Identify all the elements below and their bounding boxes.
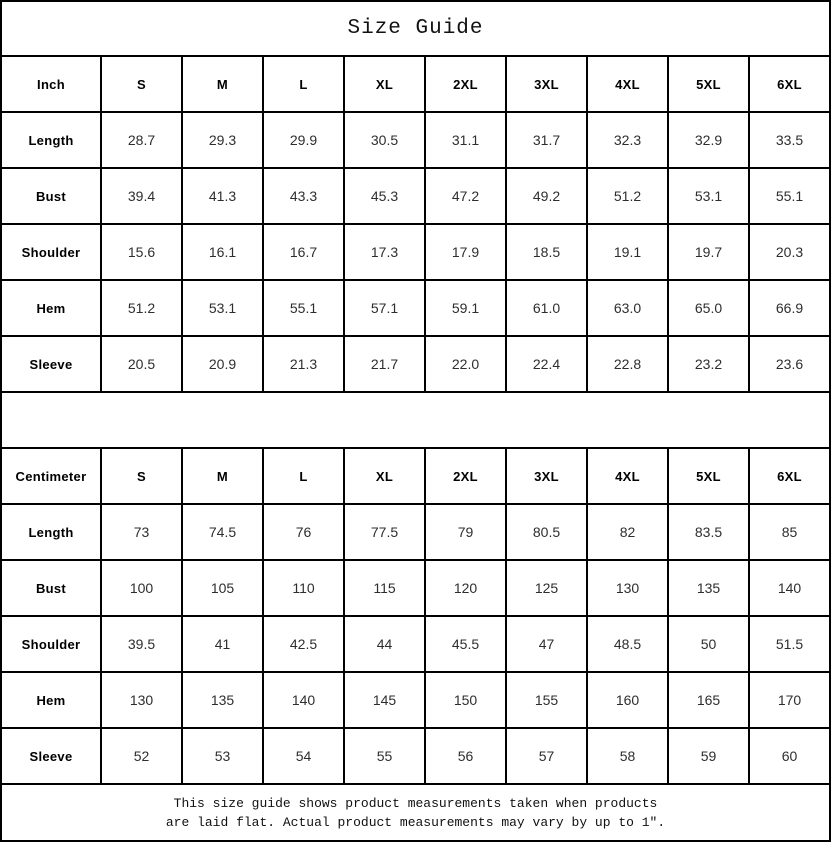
size-header-cell: M <box>182 448 263 504</box>
size-header-cell: S <box>101 56 182 112</box>
measurement-value-cell: 51.5 <box>749 616 830 672</box>
measurement-value-cell: 125 <box>506 560 587 616</box>
measurement-value-cell: 85 <box>749 504 830 560</box>
measurement-value-cell: 45.3 <box>344 168 425 224</box>
measurement-value-cell: 15.6 <box>101 224 182 280</box>
measurement-value-cell: 110 <box>263 560 344 616</box>
measurement-value-cell: 31.7 <box>506 112 587 168</box>
measurement-value-cell: 135 <box>668 560 749 616</box>
size-header-cell: L <box>263 448 344 504</box>
measurement-value-cell: 55 <box>344 728 425 784</box>
measurement-value-cell: 18.5 <box>506 224 587 280</box>
measurement-label-cell: Bust <box>1 560 101 616</box>
measurement-value-cell: 47.2 <box>425 168 506 224</box>
measurement-value-cell: 21.7 <box>344 336 425 392</box>
unit-header-cell: Centimeter <box>1 448 101 504</box>
measurement-value-cell: 45.5 <box>425 616 506 672</box>
measurement-value-cell: 39.5 <box>101 616 182 672</box>
measurement-value-cell: 170 <box>749 672 830 728</box>
measurement-value-cell: 100 <box>101 560 182 616</box>
measurement-value-cell: 41.3 <box>182 168 263 224</box>
measurement-value-cell: 83.5 <box>668 504 749 560</box>
centimeter-size-table <box>0 447 831 785</box>
size-header-cell: 2XL <box>425 448 506 504</box>
measurement-value-cell: 22.0 <box>425 336 506 392</box>
size-header-cell: 6XL <box>749 448 830 504</box>
size-header-cell: 5XL <box>668 56 749 112</box>
measurement-value-cell: 28.7 <box>101 112 182 168</box>
measurement-value-cell: 20.3 <box>749 224 830 280</box>
measurement-value-cell: 29.9 <box>263 112 344 168</box>
measurement-value-cell: 56 <box>425 728 506 784</box>
measurement-row <box>1 224 830 280</box>
measurement-value-cell: 19.1 <box>587 224 668 280</box>
measurement-label-cell: Shoulder <box>1 224 101 280</box>
measurement-value-cell: 16.1 <box>182 224 263 280</box>
size-header-cell: 4XL <box>587 448 668 504</box>
size-header-cell: 6XL <box>749 56 830 112</box>
measurement-value-cell: 16.7 <box>263 224 344 280</box>
measurement-label-cell: Bust <box>1 168 101 224</box>
measurement-value-cell: 49.2 <box>506 168 587 224</box>
measurement-value-cell: 53.1 <box>668 168 749 224</box>
measurement-value-cell: 21.3 <box>263 336 344 392</box>
measurement-value-cell: 140 <box>263 672 344 728</box>
measurement-value-cell: 130 <box>587 560 668 616</box>
measurement-label-cell: Sleeve <box>1 728 101 784</box>
measurement-value-cell: 59 <box>668 728 749 784</box>
measurement-value-cell: 73 <box>101 504 182 560</box>
size-header-cell: 5XL <box>668 448 749 504</box>
measurement-value-cell: 60 <box>749 728 830 784</box>
measurement-row <box>1 672 830 728</box>
size-header-cell: 2XL <box>425 56 506 112</box>
measurement-value-cell: 76 <box>263 504 344 560</box>
size-header-cell: 4XL <box>587 56 668 112</box>
measurement-label-cell: Hem <box>1 280 101 336</box>
measurement-value-cell: 130 <box>101 672 182 728</box>
measurement-value-cell: 61.0 <box>506 280 587 336</box>
measurement-value-cell: 29.3 <box>182 112 263 168</box>
measurement-value-cell: 23.6 <box>749 336 830 392</box>
measurement-value-cell: 50 <box>668 616 749 672</box>
measurement-value-cell: 160 <box>587 672 668 728</box>
measurement-value-cell: 39.4 <box>101 168 182 224</box>
measurement-label-cell: Hem <box>1 672 101 728</box>
measurement-value-cell: 66.9 <box>749 280 830 336</box>
measurement-value-cell: 63.0 <box>587 280 668 336</box>
measurement-value-cell: 55.1 <box>263 280 344 336</box>
measurement-row <box>1 168 830 224</box>
measurement-value-cell: 30.5 <box>344 112 425 168</box>
footnote <box>0 783 831 842</box>
measurement-value-cell: 53.1 <box>182 280 263 336</box>
size-header-row <box>1 56 830 112</box>
measurement-row <box>1 280 830 336</box>
measurement-label-cell: Shoulder <box>1 616 101 672</box>
measurement-value-cell: 47 <box>506 616 587 672</box>
measurement-value-cell: 57.1 <box>344 280 425 336</box>
measurement-value-cell: 58 <box>587 728 668 784</box>
measurement-value-cell: 65.0 <box>668 280 749 336</box>
measurement-value-cell: 51.2 <box>587 168 668 224</box>
size-header-cell: L <box>263 56 344 112</box>
measurement-value-cell: 59.1 <box>425 280 506 336</box>
measurement-value-cell: 105 <box>182 560 263 616</box>
measurement-value-cell: 165 <box>668 672 749 728</box>
measurement-value-cell: 31.1 <box>425 112 506 168</box>
footnote-line-2: are laid flat. Actual product measurements may vary by up to 1″. <box>165 814 666 830</box>
measurement-value-cell: 22.4 <box>506 336 587 392</box>
unit-header-cell: Inch <box>1 56 101 112</box>
measurement-value-cell: 53 <box>182 728 263 784</box>
measurement-value-cell: 55.1 <box>749 168 830 224</box>
measurement-value-cell: 82 <box>587 504 668 560</box>
measurement-row <box>1 616 830 672</box>
measurement-value-cell: 17.3 <box>344 224 425 280</box>
measurement-value-cell: 79 <box>425 504 506 560</box>
measurement-value-cell: 120 <box>425 560 506 616</box>
measurement-value-cell: 43.3 <box>263 168 344 224</box>
size-header-cell: XL <box>344 448 425 504</box>
measurement-value-cell: 17.9 <box>425 224 506 280</box>
measurement-value-cell: 19.7 <box>668 224 749 280</box>
measurement-value-cell: 20.5 <box>101 336 182 392</box>
measurement-value-cell: 77.5 <box>344 504 425 560</box>
measurement-value-cell: 20.9 <box>182 336 263 392</box>
measurement-value-cell: 44 <box>344 616 425 672</box>
measurement-value-cell: 23.2 <box>668 336 749 392</box>
measurement-value-cell: 150 <box>425 672 506 728</box>
measurement-row <box>1 504 830 560</box>
measurement-row <box>1 336 830 392</box>
measurement-value-cell: 140 <box>749 560 830 616</box>
footnote-line-1: This size guide shows product measurements taken when products <box>173 795 658 811</box>
measurement-value-cell: 52 <box>101 728 182 784</box>
size-header-cell: S <box>101 448 182 504</box>
measurement-value-cell: 135 <box>182 672 263 728</box>
measurement-value-cell: 32.3 <box>587 112 668 168</box>
measurement-value-cell: 74.5 <box>182 504 263 560</box>
measurement-value-cell: 42.5 <box>263 616 344 672</box>
measurement-value-cell: 51.2 <box>101 280 182 336</box>
measurement-label-cell: Length <box>1 504 101 560</box>
size-guide-title: Size Guide <box>0 0 831 57</box>
measurement-value-cell: 57 <box>506 728 587 784</box>
measurement-value-cell: 54 <box>263 728 344 784</box>
measurement-value-cell: 41 <box>182 616 263 672</box>
measurement-label-cell: Sleeve <box>1 336 101 392</box>
measurement-value-cell: 32.9 <box>668 112 749 168</box>
measurement-label-cell: Length <box>1 112 101 168</box>
size-header-cell: XL <box>344 56 425 112</box>
measurement-row <box>1 112 830 168</box>
inch-size-table <box>0 55 831 393</box>
measurement-value-cell: 80.5 <box>506 504 587 560</box>
size-header-cell: 3XL <box>506 56 587 112</box>
size-header-cell: M <box>182 56 263 112</box>
measurement-value-cell: 145 <box>344 672 425 728</box>
table-gap <box>0 393 831 449</box>
measurement-value-cell: 115 <box>344 560 425 616</box>
size-header-cell: 3XL <box>506 448 587 504</box>
measurement-value-cell: 33.5 <box>749 112 830 168</box>
measurement-row <box>1 560 830 616</box>
measurement-value-cell: 155 <box>506 672 587 728</box>
size-header-row <box>1 448 830 504</box>
measurement-row <box>1 728 830 784</box>
measurement-value-cell: 22.8 <box>587 336 668 392</box>
measurement-value-cell: 48.5 <box>587 616 668 672</box>
